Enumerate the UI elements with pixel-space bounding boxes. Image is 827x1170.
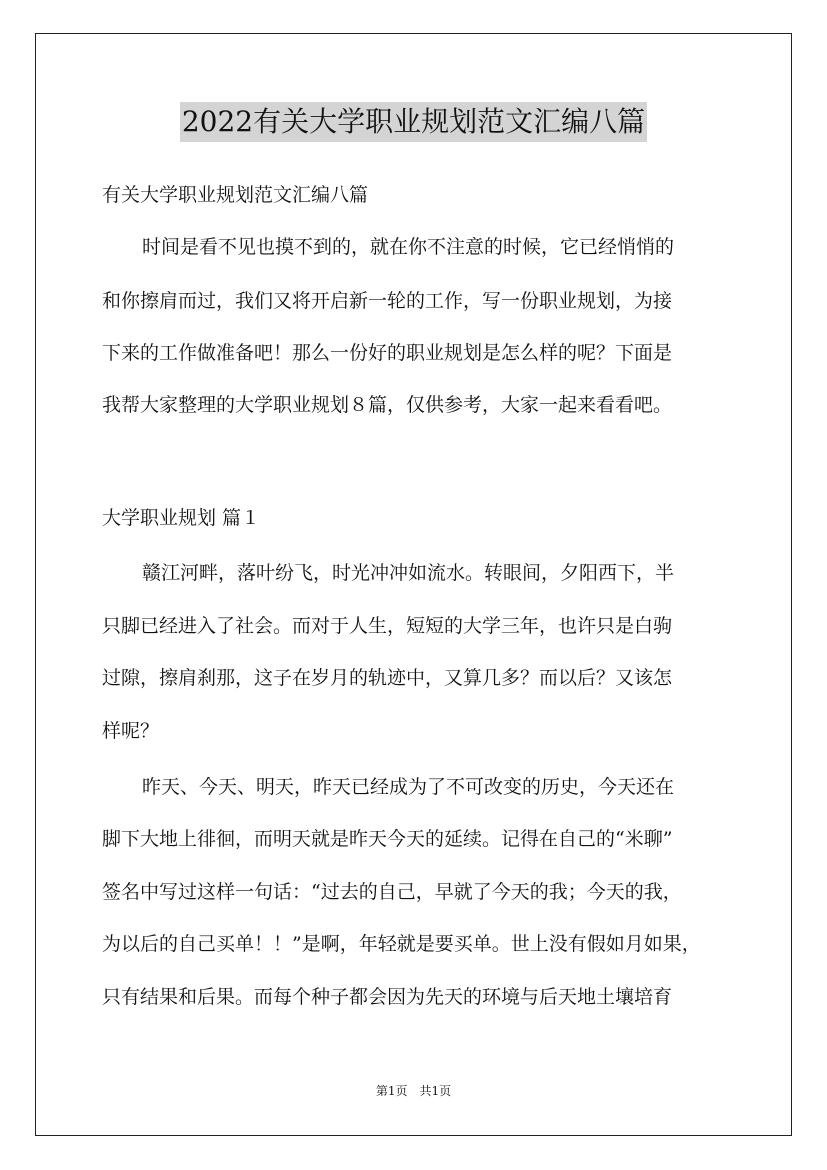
section-heading: 大学职业规划 篇１ (102, 507, 261, 529)
paragraph-line: 昨天、今天、明天，昨天已经成为了不可改变的历史，今天还在 (142, 776, 675, 798)
paragraph-line: 我帮大家整理的大学职业规划８篇，仅供参考，大家一起来看看吧。 (102, 394, 673, 416)
paragraph-line: 过隙，擦肩刹那，这子在岁月的轨迹中，又算几多？而以后？又该怎 (102, 667, 673, 689)
paragraph-line: 签名中写过这样一句话：“过去的自己，早就了今天的我；今天的我， (102, 881, 682, 903)
subtitle-line: 有关大学职业规划范文汇编八篇 (102, 184, 369, 206)
paragraph-line: 为以后的自己买单！！”是啊，年轻就是要买单。世上没有假如月如果， (102, 933, 701, 955)
paragraph-line: 样呢？ (102, 720, 160, 742)
title-container (0, 102, 827, 142)
paragraph-line: 只有结果和后果。而每个种子都会因为先天的环境与后天地土壤培育 (102, 986, 673, 1008)
paragraph-line: 和你擦肩而过，我们又将开启新一轮的工作，写一份职业规划，为接 (102, 290, 673, 312)
paragraph-line: 下来的工作做准备吧！那么一份好的职业规划是怎么样的呢？下面是 (102, 342, 673, 364)
paragraph-line: 赣江河畔，落叶纷飞，时光冲冲如流水。转眼间，夕阳西下，半 (142, 562, 675, 584)
document-title: 2022有关大学职业规划范文汇编八篇 (180, 102, 647, 142)
paragraph-line: 时间是看不见也摸不到的，就在你不注意的时候，它已经悄悄的 (142, 236, 675, 258)
page-footer: 第1页 共1页 (375, 1084, 452, 1098)
paragraph-line: 只脚已经进入了社会。而对于人生，短短的大学三年，也许只是白驹 (102, 615, 673, 637)
paragraph-line: 脚下大地上徘徊，而明天就是昨天今天的延续。记得在自己的“米聊” (102, 828, 673, 850)
